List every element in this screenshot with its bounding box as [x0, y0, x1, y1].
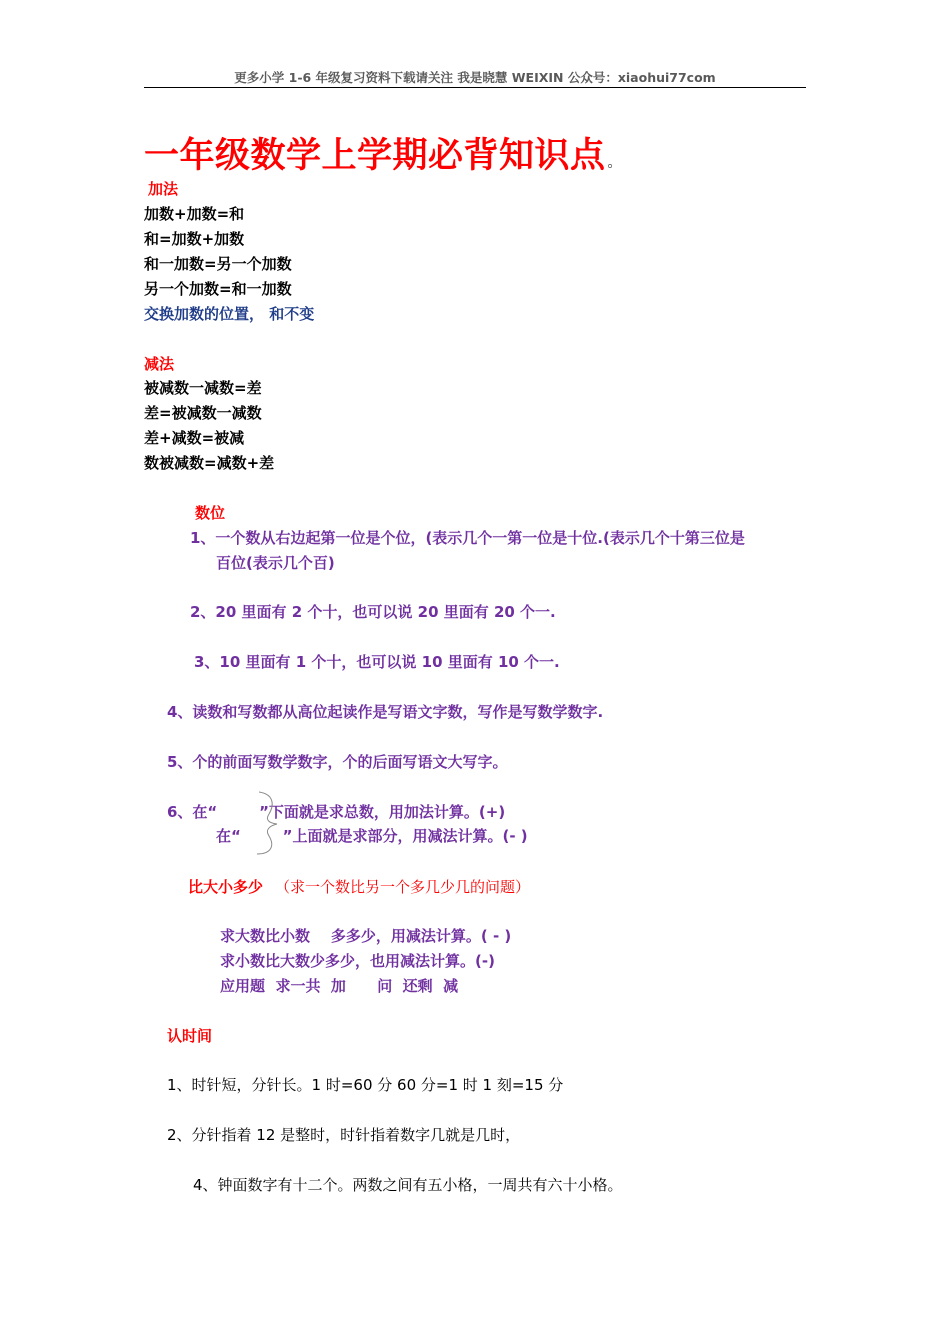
addition-line: 和一加数=另一个加数 — [144, 255, 292, 273]
compare-heading-line — [188, 876, 530, 897]
curly-brace-icon — [255, 790, 285, 856]
application-keywords: 应用题 求一共 加 问 还剩 减 — [220, 977, 459, 995]
time-item-4: 4、钟面数字有十二个。两数之间有五小格，一周共有六十小格。 — [193, 1176, 623, 1194]
place-value-item-3: 3、10 里面有 1 个十，也可以说 10 里面有 10 个一. — [194, 653, 560, 671]
place-value-item-6-continued: 在“ ”上面就是求部分，用减法计算。(- ) — [216, 827, 528, 845]
time-heading: 认时间 — [167, 1027, 213, 1045]
time-item-1: 1、时针短，分针长。1 时=60 分 60 分=1 时 1 刻=15 分 — [167, 1076, 564, 1094]
compare-note: （求一个数比另一个多几少几的问题） — [275, 878, 531, 896]
addition-commutative-rule: 交换加数的位置， 和不变 — [144, 305, 315, 323]
compare-rule-2: 求小数比大数少多少，也用减法计算。(-) — [220, 952, 495, 970]
subtraction-line: 差=被减数一减数 — [144, 404, 262, 422]
header-rule — [144, 87, 806, 88]
place-value-item-5: 5、个的前面写数学数字，个的后面写语文大写字。 — [167, 753, 508, 771]
addition-line: 加数+加数=和 — [144, 205, 245, 223]
place-value-heading: 数位 — [195, 504, 226, 522]
subtraction-line: 差+减数=被减 — [144, 429, 245, 447]
time-item-2: 2、分针指着 12 是整时，时针指着数字几就是几时， — [167, 1126, 521, 1144]
place-value-item-4: 4、读数和写数都从高位起读作是写语文字数，写作是写数学数字. — [167, 703, 604, 721]
place-value-item-2: 2、20 里面有 2 个十，也可以说 20 里面有 20 个一. — [190, 603, 556, 621]
subtraction-line: 被减数一减数=差 — [144, 379, 262, 397]
compare-heading: 比大小多少 — [188, 878, 264, 896]
subtraction-heading: 减法 — [144, 355, 175, 373]
document-title — [144, 128, 622, 178]
addition-line: 另一个加数=和一加数 — [144, 280, 292, 298]
subtraction-line: 数被减数=减数+差 — [144, 454, 275, 472]
place-value-item-1-continued: 百位(表示几个百) — [216, 554, 335, 572]
title-trailing-mark: 。 — [607, 155, 623, 171]
place-value-item-6: 6、在“ ”下面就是求总数，用加法计算。(+) — [167, 803, 506, 821]
addition-heading: 加法 — [148, 180, 179, 198]
page-header: 更多小学 1-6 年级复习资料下载请关注 我是晓慧 WEIXIN 公众号：xiaohui77com — [234, 70, 716, 85]
compare-rule-1: 求大数比小数 多多少，用减法计算。( - ) — [220, 927, 512, 945]
place-value-item-1: 1、一个数从右边起第一位是个位，(表示几个一第一位是十位.(表示几个十第三位是 — [190, 529, 745, 547]
addition-line: 和=加数+加数 — [144, 230, 245, 248]
title-text: 一年级数学上学期必背知识点 — [144, 136, 606, 176]
